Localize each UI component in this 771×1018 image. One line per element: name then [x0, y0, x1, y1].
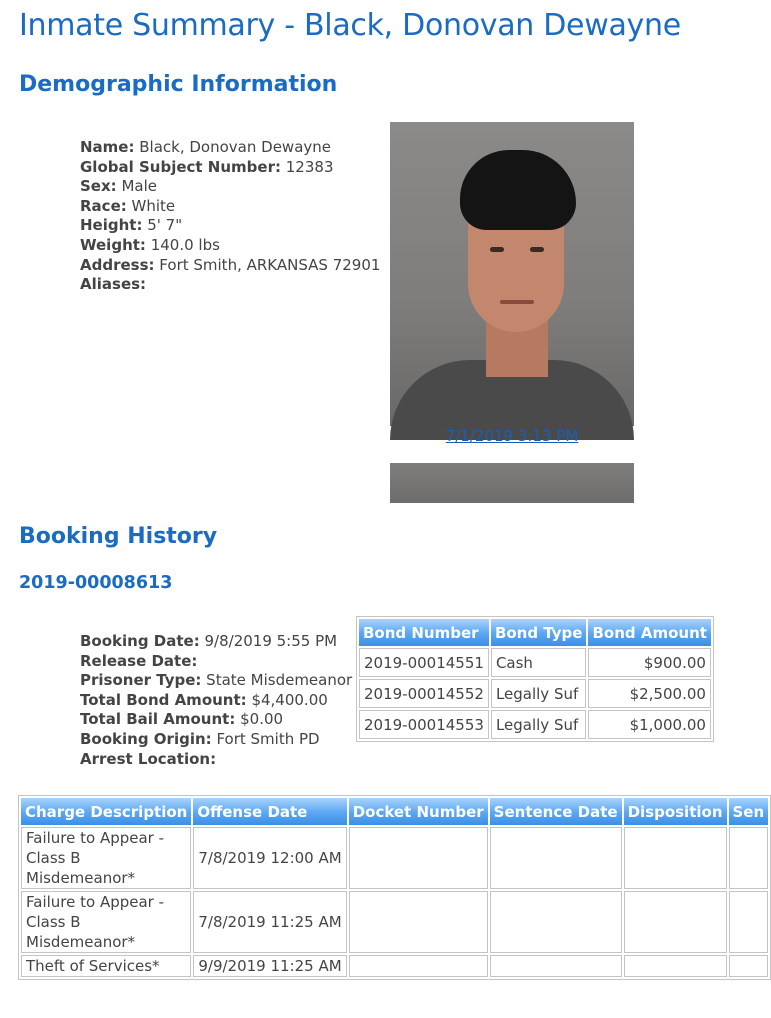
bond-type-header: Bond Type	[491, 619, 587, 646]
arrest-location-row	[80, 750, 352, 770]
field-label: Name:	[80, 138, 135, 156]
photo-eye	[490, 247, 504, 252]
bond-amount-cell: $2,500.00	[588, 679, 710, 708]
bond-number-header: Bond Number	[359, 619, 489, 646]
field-value: State Misdemeanor	[206, 671, 353, 690]
total-bail-row	[80, 710, 352, 730]
field-label: Weight:	[80, 235, 146, 254]
sex-row	[80, 177, 380, 197]
bond-number-cell: 2019-00014551	[359, 648, 489, 677]
field-label: Address:	[80, 255, 155, 274]
field-label: Prisoner Type:	[80, 671, 202, 690]
disposition-cell	[624, 827, 727, 889]
photo-eye	[530, 247, 544, 252]
charge-description-cell: Failure to Appear - Class B Misdemeanor*	[21, 891, 191, 953]
bond-amount-cell: $1,000.00	[588, 710, 710, 739]
field-value: 9/8/2019 5:55 PM	[204, 632, 338, 650]
bond-table	[356, 616, 714, 742]
bond-number-cell: 2019-00014553	[359, 710, 489, 739]
field-label: Total Bail Amount:	[80, 710, 236, 729]
field-value: Male	[121, 177, 157, 196]
height-row	[80, 216, 380, 236]
page-title: Inmate Summary - Black, Donovan Dewayne	[19, 8, 681, 43]
disposition-header: Disposition	[624, 798, 727, 825]
sentence-date-header: Sentence Date	[490, 798, 622, 825]
second-mugshot-photo[interactable]	[390, 463, 634, 503]
field-label: Global Subject Number:	[80, 157, 281, 176]
field-label: Aliases:	[80, 275, 147, 294]
booking-number: 2019-00008613	[19, 573, 173, 593]
disposition-cell	[624, 955, 727, 977]
photo-date-link[interactable]: 7/1/2019 3:13 PM	[445, 427, 579, 445]
charge-table	[18, 795, 771, 980]
sentence-date-cell	[490, 827, 622, 889]
offense-date-cell: 7/8/2019 12:00 AM	[193, 827, 346, 889]
address-row	[80, 256, 380, 276]
table-row	[21, 827, 768, 889]
photo-mouth	[500, 300, 534, 304]
field-value: 140.0 lbs	[150, 235, 220, 254]
field-value: Fort Smith PD	[216, 729, 320, 748]
booking-info	[80, 632, 352, 769]
docket-number-cell	[349, 891, 488, 953]
field-value: $4,400.00	[251, 690, 328, 709]
table-row	[359, 679, 711, 708]
charge-description-cell: Theft of Services*	[21, 955, 191, 977]
bond-type-cell: Legally Suf	[491, 710, 587, 739]
field-label: Total Bond Amount:	[80, 690, 247, 709]
sentence-cell	[729, 955, 769, 977]
demographic-info	[80, 138, 380, 295]
field-label: Booking Origin:	[80, 729, 212, 748]
field-value: 12383	[285, 157, 334, 176]
bond-type-cell: Cash	[491, 648, 587, 677]
bond-amount-header: Bond Amount	[588, 619, 710, 646]
field-label: Booking Date:	[80, 632, 200, 650]
field-value: Fort Smith, ARKANSAS 72901	[159, 255, 381, 274]
total-bond-row	[80, 691, 352, 711]
sentence-cell	[729, 827, 769, 889]
table-row	[359, 648, 711, 677]
table-row	[21, 891, 768, 953]
offense-date-cell: 9/9/2019 11:25 AM	[193, 955, 346, 977]
charge-header-row	[21, 798, 768, 825]
booking-date-row	[80, 632, 352, 652]
field-label: Arrest Location:	[80, 749, 217, 768]
weight-row	[80, 236, 380, 256]
name-row	[80, 138, 380, 158]
field-value: Black, Donovan Dewayne	[139, 138, 331, 156]
disposition-cell	[624, 891, 727, 953]
table-row	[359, 710, 711, 739]
docket-number-cell	[349, 955, 488, 977]
sentence-date-cell	[490, 955, 622, 977]
race-row	[80, 197, 380, 217]
field-value: White	[131, 196, 176, 215]
sentence-date-cell	[490, 891, 622, 953]
offense-date-header: Offense Date	[193, 798, 346, 825]
offense-date-cell: 7/8/2019 11:25 AM	[193, 891, 346, 953]
sentence-header: Sen	[729, 798, 769, 825]
field-label: Height:	[80, 216, 143, 235]
field-label: Release Date:	[80, 651, 198, 670]
release-date-row	[80, 652, 352, 672]
docket-number-header: Docket Number	[349, 798, 488, 825]
photo-hair	[460, 150, 576, 230]
docket-number-cell	[349, 827, 488, 889]
prisoner-type-row	[80, 671, 352, 691]
sentence-cell	[729, 891, 769, 953]
field-label: Sex:	[80, 177, 117, 196]
subject-number-row	[80, 158, 380, 178]
bond-number-cell: 2019-00014552	[359, 679, 489, 708]
aliases-row	[80, 275, 380, 295]
mugshot-photo[interactable]	[390, 122, 634, 426]
charge-description-header: Charge Description	[21, 798, 191, 825]
bond-type-cell: Legally Suf	[491, 679, 587, 708]
booking-origin-row	[80, 730, 352, 750]
demographic-heading: Demographic Information	[19, 72, 338, 97]
table-row	[21, 955, 768, 977]
field-label: Race:	[80, 196, 127, 215]
field-value: 5' 7"	[147, 216, 183, 235]
bond-header-row	[359, 619, 711, 646]
booking-history-heading: Booking History	[19, 524, 218, 549]
field-value: $0.00	[240, 710, 284, 729]
bond-amount-cell: $900.00	[588, 648, 710, 677]
charge-description-cell: Failure to Appear - Class B Misdemeanor*	[21, 827, 191, 889]
